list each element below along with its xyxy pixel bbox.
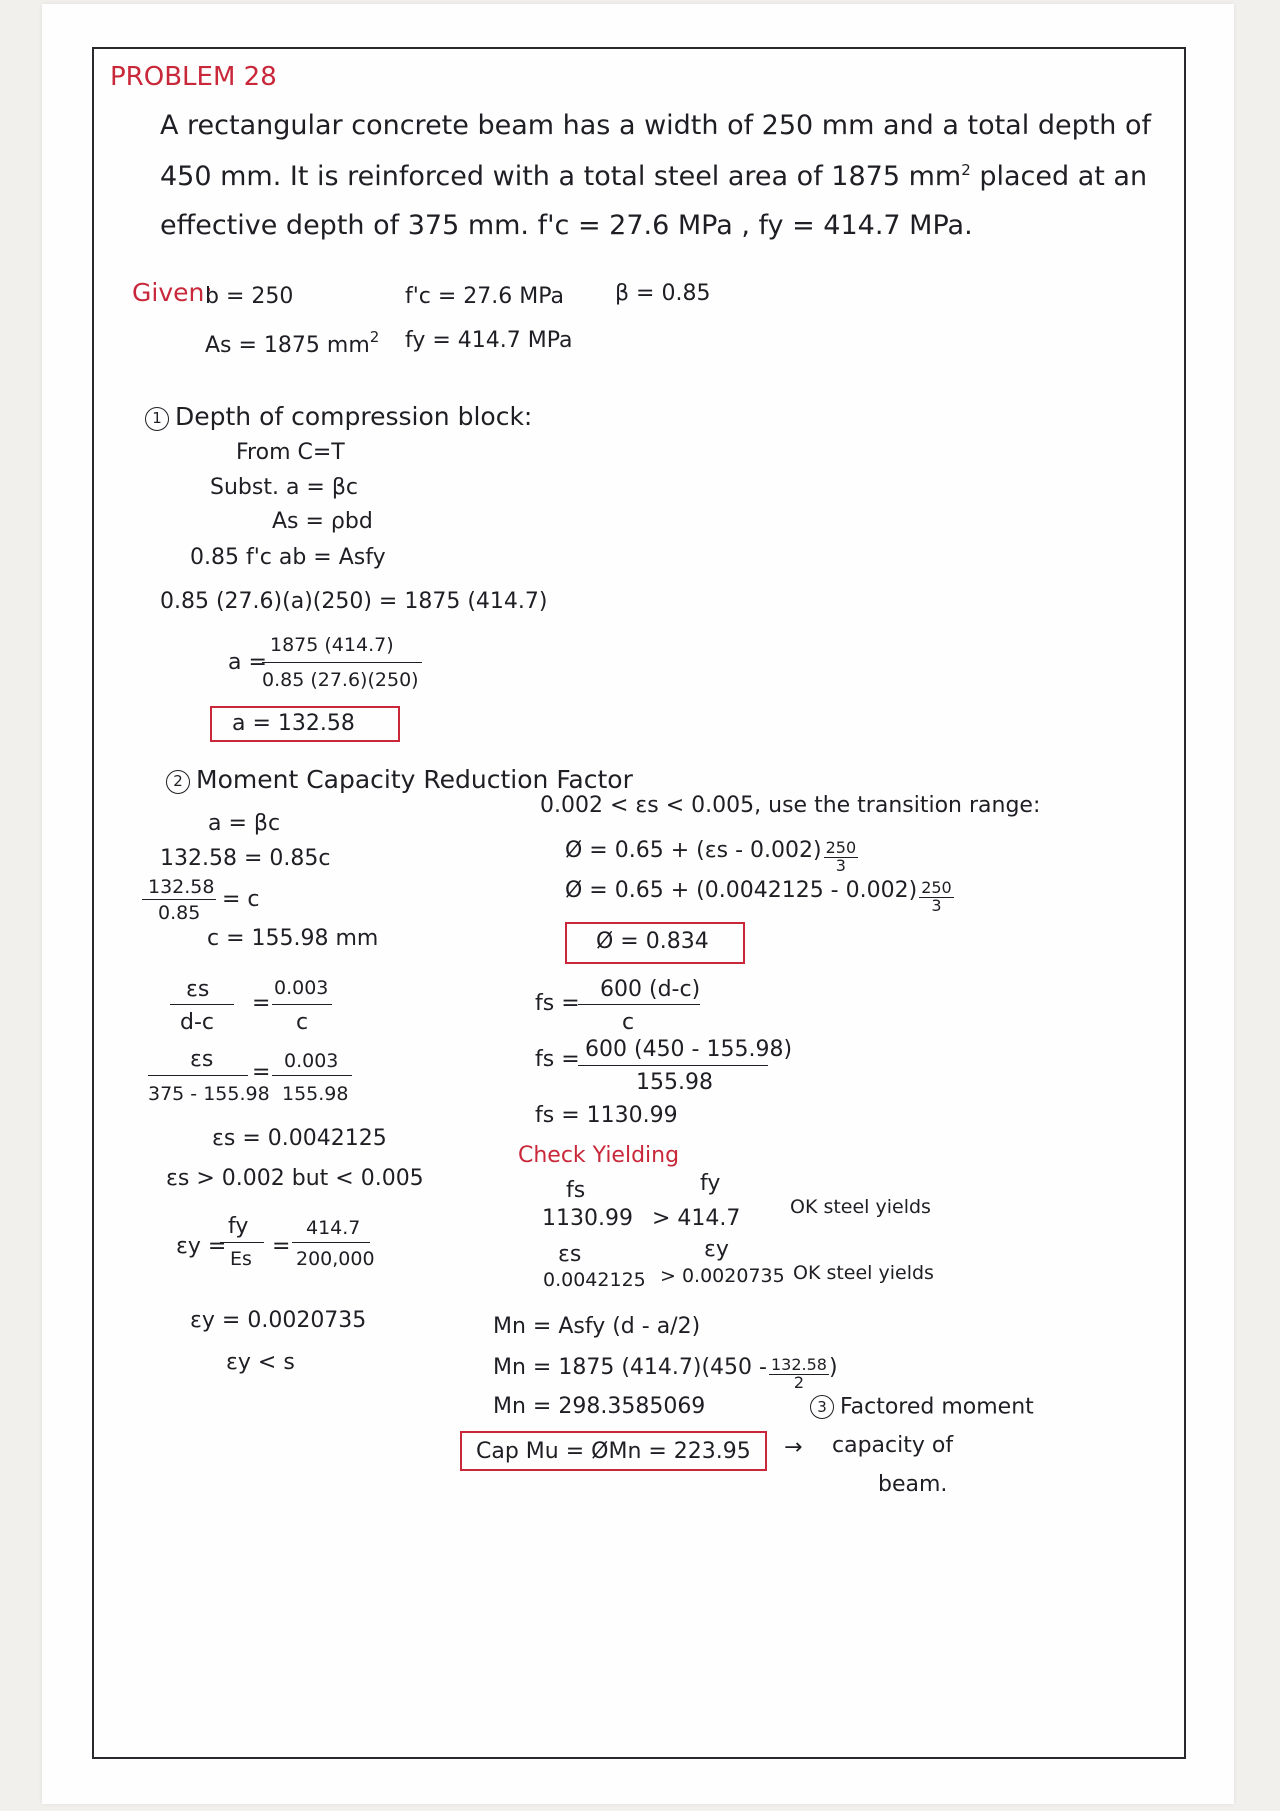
note-line-2: capacity of <box>832 1433 954 1458</box>
ratio2-num: εs <box>190 1047 214 1072</box>
ey-compare: εy < s <box>226 1350 295 1375</box>
mn-line-2: Mn = 1875 (414.7)(450 - $\frac{132.58}{2}$ ) <box>493 1355 838 1392</box>
step1-line-4: 0.85 f'c ab = Asfy <box>190 545 386 570</box>
given-fc: f'c = 27.6 MPa <box>405 284 565 309</box>
a-numerator: 1875 (414.7) <box>270 634 394 656</box>
ey-den2: 200,000 <box>296 1248 375 1270</box>
c-value: c = 155.98 mm <box>207 926 379 951</box>
c-frac-eq: = c <box>222 887 260 912</box>
c-frac-bar <box>142 899 216 900</box>
phi-line-2: Ø = 0.65 + (0.0042125 - 0.002) $\frac{250}{3}$ <box>565 878 952 915</box>
ratio2b-den: 155.98 <box>282 1083 349 1105</box>
mn2-fraction: $\frac{132.58}{2}$ <box>770 1355 827 1392</box>
ratio2b-num: 0.003 <box>284 1050 339 1072</box>
left-line-2: 132.58 = 0.85c <box>160 846 331 871</box>
ey-value: εy = 0.0020735 <box>190 1308 367 1333</box>
check-fs-value: 1130.99 <box>542 1206 633 1231</box>
ey-bar <box>220 1242 264 1243</box>
step1-line-1: From C=T <box>236 440 345 465</box>
es-value: εs = 0.0042125 <box>212 1126 387 1151</box>
phi-line-1: Ø = 0.65 + (εs - 0.002) $\frac{250}{3}$ <box>565 838 857 875</box>
ratio1-eq: = <box>252 991 271 1016</box>
ratio1b-bar <box>272 1004 332 1005</box>
step2-number: 2 <box>166 770 190 794</box>
check-gt-1: > 414.7 <box>652 1206 741 1231</box>
fs-value: fs = 1130.99 <box>535 1103 678 1128</box>
check-ok-1: OK steel yields <box>790 1196 931 1218</box>
statement-line-2: 450 mm. It is reinforced with a total steel area of 1875 $mm^2$ placed at an <box>160 161 1148 192</box>
ratio1b-den: c <box>296 1010 309 1035</box>
given-b: b = 250 <box>205 284 294 309</box>
step1-heading: 1 Depth of compression block: <box>145 404 532 431</box>
phi2-fraction: $\frac{250}{3}$ <box>921 878 952 915</box>
check-ey-label: εy <box>704 1237 729 1262</box>
phi1-fraction: $\frac{250}{3}$ <box>825 838 857 875</box>
note-line-1: 3 Factored moment <box>810 1395 1034 1419</box>
fs2-bar <box>578 1065 768 1066</box>
note-line-3: beam. <box>878 1472 948 1497</box>
check-fs-label: fs <box>566 1178 586 1203</box>
check-ok-2: OK steel yields <box>793 1262 934 1284</box>
step1-line-2: Subst. a = βc <box>210 475 358 500</box>
ratio2b-bar <box>272 1075 352 1076</box>
a-fraction-bar <box>262 662 422 663</box>
mn-line-3: Mn = 298.3585069 <box>493 1394 706 1419</box>
given-label: Given: <box>132 278 213 307</box>
given-fy: fy = 414.7 MPa <box>405 328 573 353</box>
mn-line-1: Mn = Asfy (d - a/2) <box>493 1314 701 1339</box>
fs2-lhs: fs = <box>535 1047 580 1072</box>
ratio2-eq: = <box>252 1060 271 1085</box>
es-check: εs > 0.002 but < 0.005 <box>166 1166 424 1191</box>
fs-bar <box>578 1004 700 1005</box>
ey-den: Es <box>230 1248 252 1270</box>
check-gt-2: > 0.0020735 <box>660 1265 785 1287</box>
fs-lhs: fs = <box>535 991 580 1016</box>
c-frac-den: 0.85 <box>158 902 201 924</box>
given-as: As = 1875 $mm^2$ <box>205 328 380 358</box>
ratio2-bar <box>148 1075 248 1076</box>
ratio1-bar <box>170 1004 234 1005</box>
ey-eq: = <box>272 1234 291 1259</box>
fs2-den: 155.98 <box>636 1070 713 1095</box>
fs-num: 600 (d-c) <box>600 977 701 1002</box>
transition-condition: 0.002 < εs < 0.005, use the transition range: <box>540 793 1041 818</box>
arrow-icon: → <box>784 1435 803 1460</box>
ratio1-den: d-c <box>180 1010 214 1035</box>
phi-result: Ø = 0.834 <box>596 929 709 954</box>
ey-num: fy <box>228 1214 249 1239</box>
statement-line-1: A rectangular concrete beam has a width of 250 mm and a total depth of <box>160 110 1152 141</box>
check-yielding-heading: Check Yielding <box>518 1143 680 1168</box>
a-denominator: 0.85 (27.6)(250) <box>262 669 419 691</box>
problem-title: PROBLEM 28 <box>110 62 277 92</box>
fs2-num: 600 (450 - 155.98) <box>585 1037 793 1062</box>
note-number: 3 <box>810 1395 834 1419</box>
left-line-1: a = βc <box>208 811 281 836</box>
step2-heading: 2 Moment Capacity Reduction Factor <box>166 767 633 794</box>
cap-mu: Cap Mu = ØMn = 223.95 <box>476 1439 751 1464</box>
check-es-label: εs <box>558 1242 582 1267</box>
ratio2-den: 375 - 155.98 <box>148 1083 270 1105</box>
a-lhs: a = <box>228 650 267 675</box>
check-fy-label: fy <box>700 1171 721 1196</box>
given-beta: β = 0.85 <box>615 281 711 306</box>
a-result: a = 132.58 <box>232 711 355 736</box>
step1-line-5: 0.85 (27.6)(a)(250) = 1875 (414.7) <box>160 589 548 614</box>
c-frac-num: 132.58 <box>148 876 215 898</box>
ey-lhs: εy = <box>176 1234 227 1259</box>
step1-number: 1 <box>145 407 169 431</box>
ratio1-num: εs <box>186 977 210 1002</box>
check-es-value: 0.0042125 <box>543 1269 646 1291</box>
ey-bar2 <box>292 1242 370 1243</box>
ey-num2: 414.7 <box>306 1217 361 1239</box>
fs-den: c <box>622 1010 635 1035</box>
step1-line-3: As = ρbd <box>272 509 373 534</box>
ratio1b-num: 0.003 <box>274 977 329 999</box>
statement-line-3: effective depth of 375 mm. f'c = 27.6 MPa , fy = 414.7 MPa. <box>160 210 973 241</box>
